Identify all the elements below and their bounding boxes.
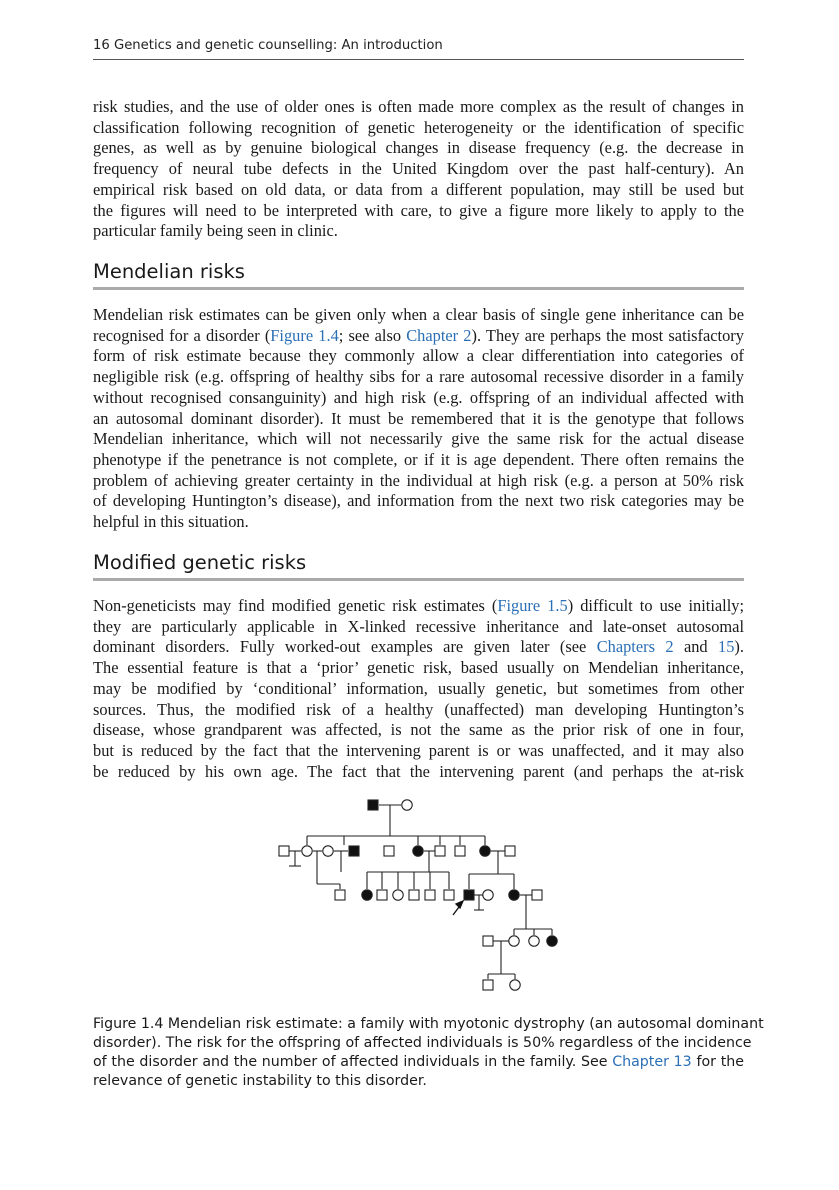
text-line: they are particularly applicable in X-linked recessive inheritance and late-onset autosomal bbox=[93, 616, 744, 636]
chapter-13-link[interactable]: Chapter 13 bbox=[612, 1054, 692, 1070]
chapter-15-link[interactable]: 15 bbox=[718, 637, 735, 657]
text-line: Mendelian risk estimates can be given only when a clear basis of single gene inheritance can be bbox=[93, 305, 744, 324]
unaffected-male bbox=[279, 846, 289, 856]
text-line: phenotype if the penetrance is not complete, or if it is age dependent. There often remains the bbox=[93, 449, 744, 469]
text-line: without recognised consanguinity) and high risk (e.g. offspring of an individual affected with bbox=[93, 387, 744, 407]
text-line: Non-geneticists may find modified genetic risk estimates (Figure 1.5) difficult to use initially; bbox=[93, 596, 745, 615]
text-line: empirical risk based on old data, or data from a different population, may still be used but bbox=[93, 179, 744, 199]
unaffected-male bbox=[532, 890, 542, 900]
section-heading-modified-genetic-risks: Modified genetic risks bbox=[93, 551, 744, 581]
unaffected-male bbox=[435, 846, 445, 856]
affected-male-proband bbox=[464, 890, 474, 900]
chapters-2-link[interactable]: Chapters 2 bbox=[596, 637, 674, 657]
caption-line: disorder). The risk for the offspring of affected individuals is 50% regardless of the incidence bbox=[93, 1035, 752, 1051]
unaffected-male bbox=[505, 846, 515, 856]
text-line: dominant disorders. Fully worked-out examples are given later (see Chapters 2 and 15). bbox=[93, 637, 744, 657]
text-line: particular family being seen in clinic. bbox=[93, 221, 338, 241]
figure-caption bbox=[93, 1015, 764, 1091]
text-line: classification following recognition of genetic heterogeneity or the identification of specific bbox=[93, 117, 744, 137]
running-head: 16 Genetics and genetic counselling: An introduction bbox=[93, 38, 744, 60]
affected-male bbox=[368, 800, 378, 810]
text-line: recognised for a disorder (Figure 1.4; see also Chapter 2). They are perhaps the most satisfactory bbox=[93, 325, 744, 345]
unaffected-female bbox=[509, 936, 519, 946]
affected-male bbox=[349, 846, 359, 856]
text-line: genes, as well as by genuine biological changes in disease frequency (e.g. the decrease in bbox=[93, 138, 744, 158]
text-line: frequency of neural tube defects in the United Kingdom over the past half-century). An bbox=[93, 159, 744, 179]
text-line: form of risk estimate because they commonly allow a clear differentiation into categories of bbox=[93, 346, 744, 366]
unaffected-male bbox=[483, 980, 493, 990]
text-line: Mendelian inheritance, which will not necessarily give the same risk for the actual disease bbox=[93, 429, 744, 449]
unaffected-male bbox=[335, 890, 345, 900]
unaffected-male bbox=[444, 890, 454, 900]
text-line: disease, whose grandparent was affected, is not the same as the prior risk of one in four, bbox=[93, 720, 744, 740]
pedigree-diagram bbox=[260, 790, 580, 1000]
proband-arrow-icon bbox=[453, 901, 463, 915]
unaffected-female bbox=[302, 846, 312, 856]
unaffected-female bbox=[529, 936, 539, 946]
text-line: be reduced by his own age. The fact that the intervening parent (and perhaps the at-risk bbox=[93, 761, 744, 781]
text-line: sources. Thus, the modified risk of a healthy (unaffected) man developing Huntington’s bbox=[93, 699, 744, 719]
unaffected-female bbox=[510, 980, 520, 990]
unaffected-male bbox=[377, 890, 387, 900]
unaffected-male bbox=[483, 936, 493, 946]
text-line: the figures will need to be interpreted with care, to give a figure more likely to apply to the bbox=[93, 200, 744, 220]
paragraph-mendelian-risks bbox=[93, 305, 744, 533]
caption-line: Figure 1.4 Mendelian risk estimate: a family with myotonic dystrophy (an autosomal dominant bbox=[93, 1016, 764, 1032]
unaffected-male bbox=[455, 846, 465, 856]
figure-1-5-link[interactable]: Figure 1.5 bbox=[497, 596, 568, 615]
affected-female bbox=[509, 890, 519, 900]
unaffected-male bbox=[384, 846, 394, 856]
section-heading-mendelian-risks: Mendelian risks bbox=[93, 260, 744, 290]
unaffected-female bbox=[323, 846, 333, 856]
text-line: helpful in this situation. bbox=[93, 512, 249, 532]
text-line: risk studies, and the use of older ones is often made more complex as the result of changes in bbox=[93, 97, 744, 116]
unaffected-male bbox=[409, 890, 419, 900]
paragraph-empirical-risk bbox=[93, 97, 744, 242]
caption-line: of the disorder and the number of affected individuals in the family. See Chapter 13 for the bbox=[93, 1054, 744, 1070]
caption-line: relevance of genetic instability to this disorder. bbox=[93, 1073, 427, 1089]
unaffected-female bbox=[393, 890, 403, 900]
text-line: of developing Huntington’s disease), and information from the next two risk categories may be bbox=[93, 491, 744, 511]
chapter-2-link[interactable]: Chapter 2 bbox=[406, 325, 472, 345]
text-line: an autosomal dominant disorder). It must be remembered that it is the genotype that follows bbox=[93, 408, 744, 428]
affected-female bbox=[362, 890, 372, 900]
paragraph-modified-genetic-risks bbox=[93, 596, 744, 782]
text-line: negligible risk (e.g. offspring of healthy sibs for a rare autosomal recessive disorder in a family bbox=[93, 367, 744, 387]
text-line: may be modified by ‘conditional’ information, usually genetic, but sometimes from other bbox=[93, 678, 744, 698]
affected-female bbox=[480, 846, 490, 856]
affected-female bbox=[547, 936, 557, 946]
figure-1-4-link[interactable]: Figure 1.4 bbox=[270, 325, 339, 345]
text-line: but is reduced by the fact that the intervening parent is or was unaffected, and it may also bbox=[93, 740, 744, 760]
affected-female bbox=[413, 846, 423, 856]
text-line: problem of achieving greater certainty in the individual at high risk (e.g. a person at 50% risk bbox=[93, 470, 744, 490]
unaffected-male bbox=[425, 890, 435, 900]
unaffected-female bbox=[402, 800, 412, 810]
unaffected-female bbox=[483, 890, 493, 900]
text-line: The essential feature is that a ‘prior’ genetic risk, based usually on Mendelian inheritance, bbox=[93, 658, 744, 678]
